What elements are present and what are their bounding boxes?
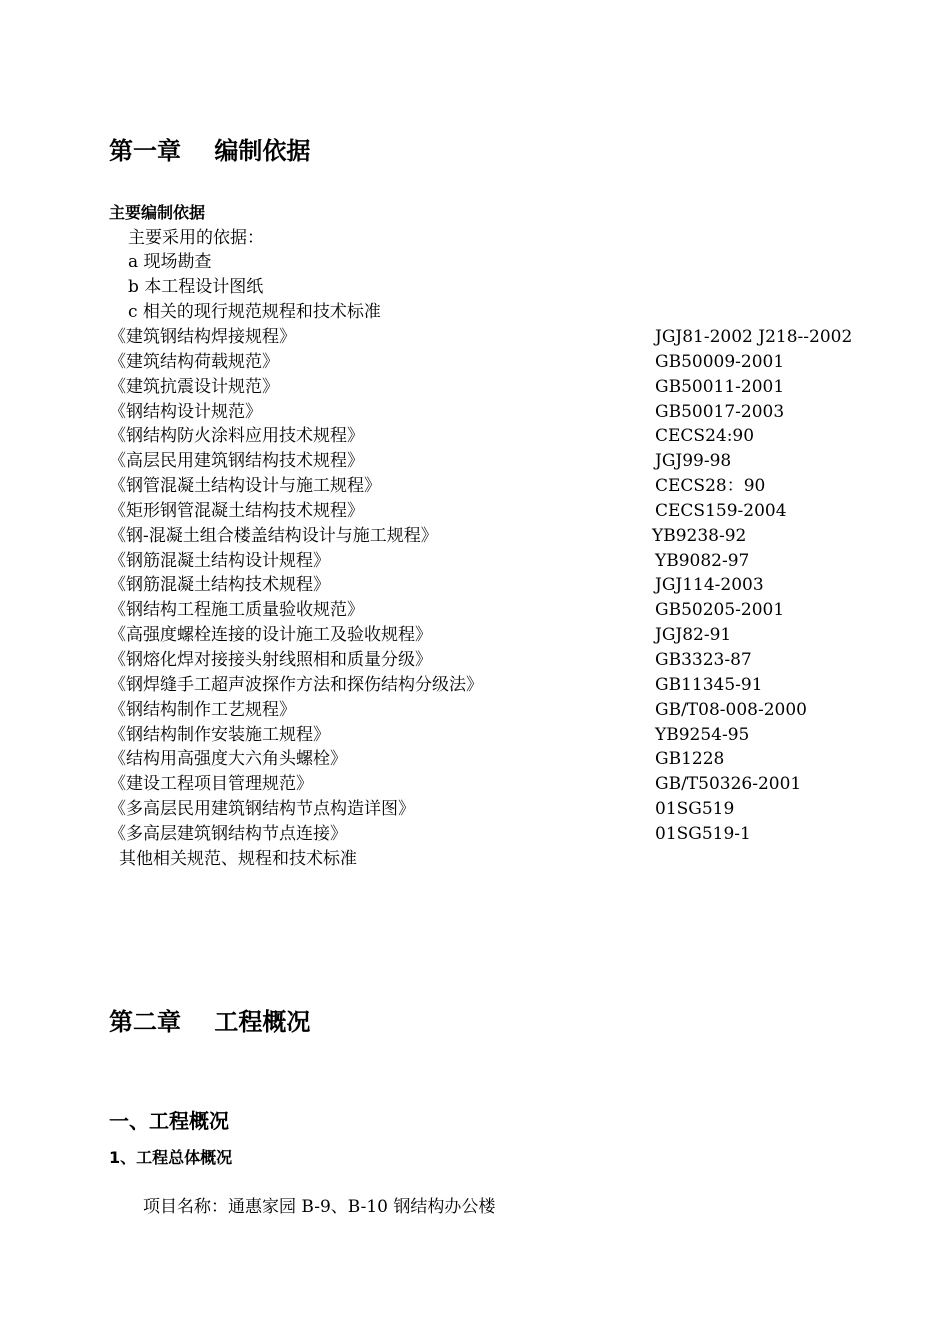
standard-code: CECS159-2004 xyxy=(655,500,787,521)
standard-row xyxy=(109,698,889,723)
standard-name: 《钢筋混凝土结构设计规程》 xyxy=(109,550,330,571)
basis-item-b: b 本工程设计图纸 xyxy=(128,277,264,297)
standard-code: GB/T50326-2001 xyxy=(655,774,802,795)
standard-name: 《高层民用建筑钢结构技术规程》 xyxy=(109,451,364,472)
standard-code: GB3323-87 xyxy=(655,649,752,670)
standard-row xyxy=(109,499,889,524)
standard-code: GB50009-2001 xyxy=(655,351,785,372)
standard-code: CECS28：90 xyxy=(655,476,766,497)
standards-list xyxy=(109,325,889,847)
chapter-1-title: 第一章 编制依据 xyxy=(109,137,311,165)
basis-item-a: a 现场勘查 xyxy=(128,252,212,272)
standard-row xyxy=(109,772,889,797)
standard-code: GB11345-91 xyxy=(655,674,763,695)
standard-name: 《建筑钢结构焊接规程》 xyxy=(109,327,296,347)
standard-row xyxy=(109,524,889,549)
standard-name: 《钢筋混凝土结构技术规程》 xyxy=(109,575,330,596)
standard-name: 《多高层建筑钢结构节点连接》 xyxy=(109,823,347,844)
standard-name: 《钢熔化焊对接接头射线照相和质量分级》 xyxy=(109,649,432,670)
standard-name: 《多高层民用建筑钢结构节点构造详图》 xyxy=(109,799,415,820)
basis-intro: 主要采用的依据： xyxy=(128,228,264,248)
standard-code: YB9238-92 xyxy=(652,525,747,546)
standard-code: 01SG519-1 xyxy=(655,823,751,844)
project-name: 项目名称：通惠家园 B-9、B-10 钢结构办公楼 xyxy=(143,1197,496,1217)
standard-code: GB1228 xyxy=(655,749,725,770)
standard-row xyxy=(109,648,889,673)
standard-code: JGJ114-2003 xyxy=(655,575,764,596)
standard-name: 《矩形钢管混凝土结构技术规程》 xyxy=(109,500,364,521)
standard-name: 《钢结构设计规范》 xyxy=(109,401,262,422)
standard-row xyxy=(109,797,889,822)
standard-row xyxy=(109,424,889,449)
standard-row xyxy=(109,449,889,474)
basis-item-c: c 相关的现行规范规程和技术标准 xyxy=(128,302,381,322)
standard-code: YB9254-95 xyxy=(655,724,750,745)
standard-code: YB9082-97 xyxy=(655,550,750,571)
standard-name: 《建设工程项目管理规范》 xyxy=(109,774,313,795)
section-project-overview: 一、工程概况 xyxy=(109,1109,229,1133)
standard-row xyxy=(109,375,889,400)
standard-name: 《钢结构制作工艺规程》 xyxy=(109,699,296,720)
standard-row xyxy=(109,400,889,425)
standard-name: 《高强度螺栓连接的设计施工及验收规程》 xyxy=(109,625,432,646)
standard-code: JGJ82-91 xyxy=(655,625,732,646)
standard-row xyxy=(109,325,889,350)
standard-code: JGJ81-2002 J218--2002 xyxy=(655,327,853,347)
standard-code: CECS24:90 xyxy=(655,426,755,447)
standard-name: 《建筑结构荷载规范》 xyxy=(109,351,279,372)
standard-code: GB/T08-008-2000 xyxy=(655,699,807,720)
standard-row xyxy=(109,350,889,375)
standard-name: 《钢结构制作安装施工规程》 xyxy=(109,724,330,745)
standard-row xyxy=(109,747,889,772)
standard-name: 《钢焊缝手工超声波探作方法和探伤结构分级法》 xyxy=(109,674,483,695)
standard-row xyxy=(109,822,889,847)
standard-name: 《钢结构工程施工质量验收规范》 xyxy=(109,600,364,621)
subsection-general-overview: 1、工程总体概况 xyxy=(109,1148,233,1167)
standard-name: 《钢管混凝土结构设计与施工规程》 xyxy=(109,476,381,497)
standard-row xyxy=(109,723,889,748)
standard-row xyxy=(109,474,889,499)
other-standards: 其他相关规范、规程和技术标准 xyxy=(119,849,357,869)
standard-name: 《建筑抗震设计规范》 xyxy=(109,376,279,397)
standard-name: 《钢结构防火涂料应用技术规程》 xyxy=(109,426,364,447)
standard-code: JGJ99-98 xyxy=(655,451,732,472)
standard-name: 《钢-混凝土组合楼盖结构设计与施工规程》 xyxy=(109,525,438,546)
standard-name: 《结构用高强度大六角头螺栓》 xyxy=(109,749,347,770)
main-basis-heading: 主要编制依据 xyxy=(109,203,206,222)
standard-code: GB50017-2003 xyxy=(655,401,785,422)
standard-row xyxy=(109,598,889,623)
standard-row xyxy=(109,549,889,574)
standard-row xyxy=(109,623,889,648)
standard-code: 01SG519 xyxy=(655,799,735,820)
standard-row xyxy=(109,573,889,598)
standard-code: GB50205-2001 xyxy=(655,600,785,621)
standard-row xyxy=(109,673,889,698)
standard-code: GB50011-2001 xyxy=(655,376,785,397)
chapter-2-title: 第二章 工程概况 xyxy=(109,1008,311,1036)
